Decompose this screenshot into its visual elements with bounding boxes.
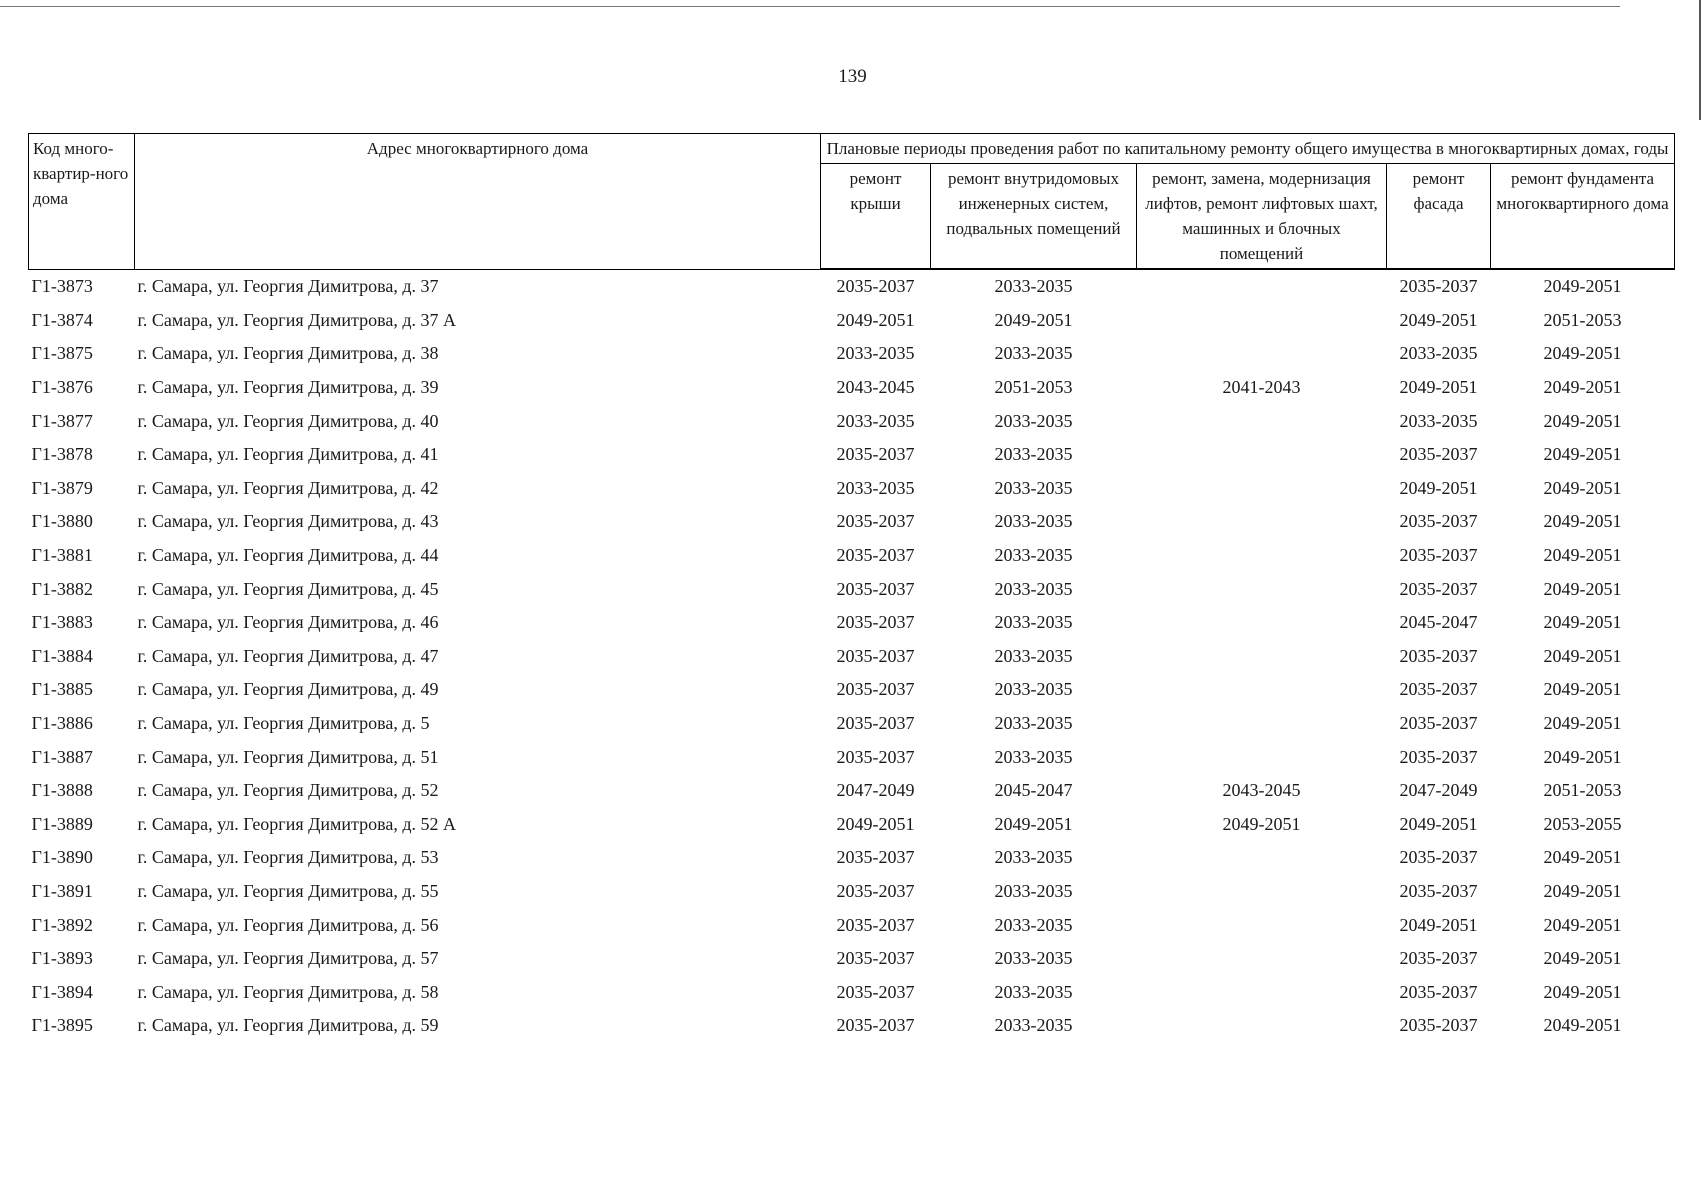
table-row bbox=[29, 1009, 1675, 1043]
cell-systems: 2033-2035 bbox=[994, 477, 1073, 498]
cell-code: Г1-3885 bbox=[31, 679, 93, 700]
cell-address: г. Самара, ул. Георгия Димитрова, д. 47 bbox=[137, 645, 439, 666]
cell-facade: 2035-2037 bbox=[1399, 713, 1478, 734]
cell-elevators bbox=[1137, 269, 1387, 304]
table-row bbox=[29, 404, 1675, 438]
cell-facade: 2035-2037 bbox=[1399, 578, 1478, 599]
cell-foundation: 2051-2053 bbox=[1543, 309, 1622, 330]
cell-systems: 2033-2035 bbox=[994, 410, 1073, 431]
table-row bbox=[29, 539, 1675, 573]
cell-facade: 2049-2051 bbox=[1399, 914, 1478, 935]
cell-address: г. Самара, ул. Георгия Димитрова, д. 41 bbox=[137, 444, 439, 465]
top-rule bbox=[0, 6, 1620, 7]
cell-address: г. Самара, ул. Георгия Димитрова, д. 55 bbox=[137, 880, 439, 901]
cell-foundation: 2049-2051 bbox=[1543, 377, 1622, 398]
cell-foundation: 2049-2051 bbox=[1543, 645, 1622, 666]
cell-address: г. Самара, ул. Георгия Димитрова, д. 44 bbox=[137, 545, 439, 566]
cell-roof: 2049-2051 bbox=[836, 813, 915, 834]
table-row bbox=[29, 371, 1675, 405]
cell-foundation: 2049-2051 bbox=[1543, 746, 1622, 767]
table-row bbox=[29, 640, 1675, 674]
cell-facade: 2047-2049 bbox=[1399, 780, 1478, 801]
cell-foundation: 2049-2051 bbox=[1543, 713, 1622, 734]
cell-roof: 2035-2037 bbox=[836, 444, 915, 465]
cell-systems: 2033-2035 bbox=[994, 948, 1073, 969]
cell-foundation: 2049-2051 bbox=[1543, 981, 1622, 1002]
cell-foundation: 2049-2051 bbox=[1543, 612, 1622, 633]
cell-systems: 2033-2035 bbox=[994, 578, 1073, 599]
cell-systems: 2033-2035 bbox=[994, 847, 1073, 868]
cell-foundation: 2049-2051 bbox=[1543, 545, 1622, 566]
cell-systems: 2051-2053 bbox=[994, 377, 1073, 398]
cell-facade: 2035-2037 bbox=[1399, 746, 1478, 767]
cell-roof: 2035-2037 bbox=[836, 276, 915, 297]
cell-elevators: 2049-2051 bbox=[1222, 813, 1301, 834]
cell-elevators: 2043-2045 bbox=[1222, 780, 1301, 801]
header-elevators: ремонт, замена, модернизация лифтов, ремонт лифтовых шахт, машинных и блочных помещений bbox=[1137, 164, 1387, 270]
cell-elevators bbox=[1137, 606, 1387, 640]
cell-roof: 2035-2037 bbox=[836, 847, 915, 868]
table-row bbox=[29, 606, 1675, 640]
cell-address: г. Самара, ул. Георгия Димитрова, д. 45 bbox=[137, 578, 439, 599]
cell-facade: 2035-2037 bbox=[1399, 847, 1478, 868]
cell-elevators bbox=[1137, 539, 1387, 573]
cell-elevators bbox=[1137, 942, 1387, 976]
cell-elevators bbox=[1137, 438, 1387, 472]
cell-elevators bbox=[1137, 740, 1387, 774]
cell-foundation: 2049-2051 bbox=[1543, 343, 1622, 364]
cell-code: Г1-3889 bbox=[31, 813, 93, 834]
cell-foundation: 2049-2051 bbox=[1543, 444, 1622, 465]
cell-foundation: 2049-2051 bbox=[1543, 1015, 1622, 1036]
cell-facade: 2035-2037 bbox=[1399, 679, 1478, 700]
cell-roof: 2035-2037 bbox=[836, 746, 915, 767]
cell-code: Г1-3876 bbox=[31, 377, 93, 398]
cell-address: г. Самара, ул. Георгия Димитрова, д. 40 bbox=[137, 410, 439, 431]
cell-elevators bbox=[1137, 472, 1387, 506]
cell-facade: 2035-2037 bbox=[1399, 645, 1478, 666]
table-row bbox=[29, 269, 1675, 304]
cell-code: Г1-3893 bbox=[31, 948, 93, 969]
page-edge-line bbox=[1699, 0, 1701, 120]
cell-roof: 2035-2037 bbox=[836, 880, 915, 901]
cell-systems: 2033-2035 bbox=[994, 914, 1073, 935]
cell-roof: 2035-2037 bbox=[836, 578, 915, 599]
cell-roof: 2035-2037 bbox=[836, 1015, 915, 1036]
cell-code: Г1-3890 bbox=[31, 847, 93, 868]
cell-foundation: 2049-2051 bbox=[1543, 578, 1622, 599]
table-row bbox=[29, 572, 1675, 606]
table-row bbox=[29, 975, 1675, 1009]
cell-facade: 2049-2051 bbox=[1399, 309, 1478, 330]
cell-elevators bbox=[1137, 875, 1387, 909]
cell-facade: 2049-2051 bbox=[1399, 477, 1478, 498]
cell-address: г. Самара, ул. Георгия Димитрова, д. 49 bbox=[137, 679, 439, 700]
table-row bbox=[29, 472, 1675, 506]
cell-elevators bbox=[1137, 640, 1387, 674]
cell-address: г. Самара, ул. Георгия Димитрова, д. 56 bbox=[137, 914, 439, 935]
cell-elevators bbox=[1137, 505, 1387, 539]
header-facade: ремонт фасада bbox=[1387, 164, 1491, 270]
cell-foundation: 2049-2051 bbox=[1543, 511, 1622, 532]
table-row bbox=[29, 740, 1675, 774]
cell-elevators bbox=[1137, 1009, 1387, 1043]
table-row bbox=[29, 774, 1675, 808]
cell-foundation: 2053-2055 bbox=[1543, 813, 1622, 834]
cell-systems: 2033-2035 bbox=[994, 511, 1073, 532]
cell-address: г. Самара, ул. Георгия Димитрова, д. 58 bbox=[137, 981, 439, 1002]
cell-facade: 2035-2037 bbox=[1399, 1015, 1478, 1036]
cell-systems: 2033-2035 bbox=[994, 679, 1073, 700]
table-row bbox=[29, 337, 1675, 371]
cell-elevators bbox=[1137, 975, 1387, 1009]
cell-systems: 2045-2047 bbox=[994, 780, 1073, 801]
cell-systems: 2033-2035 bbox=[994, 713, 1073, 734]
header-code: Код много-квартир-ного дома bbox=[29, 134, 135, 270]
cell-elevators bbox=[1137, 404, 1387, 438]
cell-address: г. Самара, ул. Георгия Димитрова, д. 53 bbox=[137, 847, 439, 868]
cell-elevators bbox=[1137, 572, 1387, 606]
cell-code: Г1-3881 bbox=[31, 545, 93, 566]
header-roof: ремонт крыши bbox=[821, 164, 931, 270]
cell-code: Г1-3873 bbox=[31, 276, 93, 297]
cell-systems: 2033-2035 bbox=[994, 444, 1073, 465]
cell-roof: 2035-2037 bbox=[836, 713, 915, 734]
cell-systems: 2033-2035 bbox=[994, 880, 1073, 901]
cell-address: г. Самара, ул. Георгия Димитрова, д. 52 bbox=[137, 780, 439, 801]
cell-code: Г1-3884 bbox=[31, 645, 93, 666]
cell-roof: 2035-2037 bbox=[836, 645, 915, 666]
cell-roof: 2033-2035 bbox=[836, 477, 915, 498]
cell-roof: 2033-2035 bbox=[836, 410, 915, 431]
cell-roof: 2035-2037 bbox=[836, 981, 915, 1002]
cell-elevators: 2041-2043 bbox=[1222, 377, 1301, 398]
cell-address: г. Самара, ул. Георгия Димитрова, д. 52 А bbox=[137, 813, 457, 834]
cell-code: Г1-3887 bbox=[31, 746, 93, 767]
cell-facade: 2049-2051 bbox=[1399, 813, 1478, 834]
cell-foundation: 2049-2051 bbox=[1543, 410, 1622, 431]
cell-address: г. Самара, ул. Георгия Димитрова, д. 37 А bbox=[137, 309, 457, 330]
table-row bbox=[29, 304, 1675, 338]
cell-systems: 2033-2035 bbox=[994, 343, 1073, 364]
table-body bbox=[29, 269, 1675, 1043]
header-systems: ремонт внутридомовых инженерных систем, подвальных помещений bbox=[931, 164, 1137, 270]
table-row bbox=[29, 875, 1675, 909]
cell-address: г. Самара, ул. Георгия Димитрова, д. 59 bbox=[137, 1015, 439, 1036]
cell-systems: 2033-2035 bbox=[994, 645, 1073, 666]
cell-foundation: 2051-2053 bbox=[1543, 780, 1622, 801]
cell-systems: 2033-2035 bbox=[994, 981, 1073, 1002]
cell-facade: 2033-2035 bbox=[1399, 410, 1478, 431]
cell-address: г. Самара, ул. Георгия Димитрова, д. 51 bbox=[137, 746, 439, 767]
cell-facade: 2035-2037 bbox=[1399, 948, 1478, 969]
cell-code: Г1-3894 bbox=[31, 981, 93, 1002]
cell-address: г. Самара, ул. Георгия Димитрова, д. 43 bbox=[137, 511, 439, 532]
cell-facade: 2033-2035 bbox=[1399, 343, 1478, 364]
table-row bbox=[29, 841, 1675, 875]
cell-foundation: 2049-2051 bbox=[1543, 914, 1622, 935]
cell-code: Г1-3879 bbox=[31, 477, 93, 498]
table-row bbox=[29, 438, 1675, 472]
cell-address: г. Самара, ул. Георгия Димитрова, д. 38 bbox=[137, 343, 439, 364]
cell-foundation: 2049-2051 bbox=[1543, 880, 1622, 901]
cell-code: Г1-3886 bbox=[31, 713, 93, 734]
cell-code: Г1-3892 bbox=[31, 914, 93, 935]
cell-elevators bbox=[1137, 707, 1387, 741]
cell-systems: 2033-2035 bbox=[994, 1015, 1073, 1036]
cell-elevators bbox=[1137, 673, 1387, 707]
cell-facade: 2045-2047 bbox=[1399, 612, 1478, 633]
cell-foundation: 2049-2051 bbox=[1543, 276, 1622, 297]
cell-facade: 2035-2037 bbox=[1399, 276, 1478, 297]
cell-elevators bbox=[1137, 304, 1387, 338]
cell-foundation: 2049-2051 bbox=[1543, 948, 1622, 969]
cell-roof: 2043-2045 bbox=[836, 377, 915, 398]
cell-roof: 2049-2051 bbox=[836, 309, 915, 330]
cell-address: г. Самара, ул. Георгия Димитрова, д. 37 bbox=[137, 276, 439, 297]
cell-systems: 2033-2035 bbox=[994, 612, 1073, 633]
cell-code: Г1-3877 bbox=[31, 410, 93, 431]
table-row bbox=[29, 673, 1675, 707]
cell-code: Г1-3895 bbox=[31, 1015, 93, 1036]
cell-foundation: 2049-2051 bbox=[1543, 679, 1622, 700]
cell-roof: 2035-2037 bbox=[836, 545, 915, 566]
cell-systems: 2033-2035 bbox=[994, 746, 1073, 767]
cell-address: г. Самара, ул. Георгия Димитрова, д. 46 bbox=[137, 612, 439, 633]
cell-facade: 2035-2037 bbox=[1399, 511, 1478, 532]
cell-code: Г1-3883 bbox=[31, 612, 93, 633]
cell-systems: 2033-2035 bbox=[994, 276, 1073, 297]
cell-systems: 2049-2051 bbox=[994, 813, 1073, 834]
cell-code: Г1-3888 bbox=[31, 780, 93, 801]
cell-address: г. Самара, ул. Георгия Димитрова, д. 57 bbox=[137, 948, 439, 969]
cell-facade: 2049-2051 bbox=[1399, 377, 1478, 398]
cell-code: Г1-3891 bbox=[31, 880, 93, 901]
cell-systems: 2033-2035 bbox=[994, 545, 1073, 566]
cell-code: Г1-3875 bbox=[31, 343, 93, 364]
cell-roof: 2035-2037 bbox=[836, 612, 915, 633]
header-foundation: ремонт фундамента многоквартирного дома bbox=[1491, 164, 1675, 270]
cell-code: Г1-3874 bbox=[31, 309, 93, 330]
cell-address: г. Самара, ул. Георгия Димитрова, д. 42 bbox=[137, 477, 439, 498]
cell-elevators bbox=[1137, 337, 1387, 371]
cell-roof: 2035-2037 bbox=[836, 914, 915, 935]
cell-code: Г1-3880 bbox=[31, 511, 93, 532]
cell-elevators bbox=[1137, 908, 1387, 942]
cell-code: Г1-3882 bbox=[31, 578, 93, 599]
capital-repair-table bbox=[28, 133, 1675, 1043]
cell-roof: 2047-2049 bbox=[836, 780, 915, 801]
cell-facade: 2035-2037 bbox=[1399, 880, 1478, 901]
header-periods: Плановые периоды проведения работ по капитальному ремонту общего имущества в многоквартирных домах, годы bbox=[821, 134, 1675, 164]
cell-foundation: 2049-2051 bbox=[1543, 477, 1622, 498]
table-row bbox=[29, 942, 1675, 976]
table-row bbox=[29, 505, 1675, 539]
cell-facade: 2035-2037 bbox=[1399, 545, 1478, 566]
cell-roof: 2035-2037 bbox=[836, 511, 915, 532]
header-address: Адрес многоквартирного дома bbox=[135, 134, 821, 270]
cell-address: г. Самара, ул. Георгия Димитрова, д. 5 bbox=[137, 713, 430, 734]
table-row bbox=[29, 908, 1675, 942]
table-row bbox=[29, 707, 1675, 741]
cell-elevators bbox=[1137, 841, 1387, 875]
page-number: 139 bbox=[838, 66, 867, 87]
cell-facade: 2035-2037 bbox=[1399, 444, 1478, 465]
cell-roof: 2035-2037 bbox=[836, 679, 915, 700]
cell-foundation: 2049-2051 bbox=[1543, 847, 1622, 868]
cell-code: Г1-3878 bbox=[31, 444, 93, 465]
table-row bbox=[29, 808, 1675, 842]
cell-roof: 2035-2037 bbox=[836, 948, 915, 969]
cell-address: г. Самара, ул. Георгия Димитрова, д. 39 bbox=[137, 377, 439, 398]
cell-facade: 2035-2037 bbox=[1399, 981, 1478, 1002]
cell-roof: 2033-2035 bbox=[836, 343, 915, 364]
cell-systems: 2049-2051 bbox=[994, 309, 1073, 330]
